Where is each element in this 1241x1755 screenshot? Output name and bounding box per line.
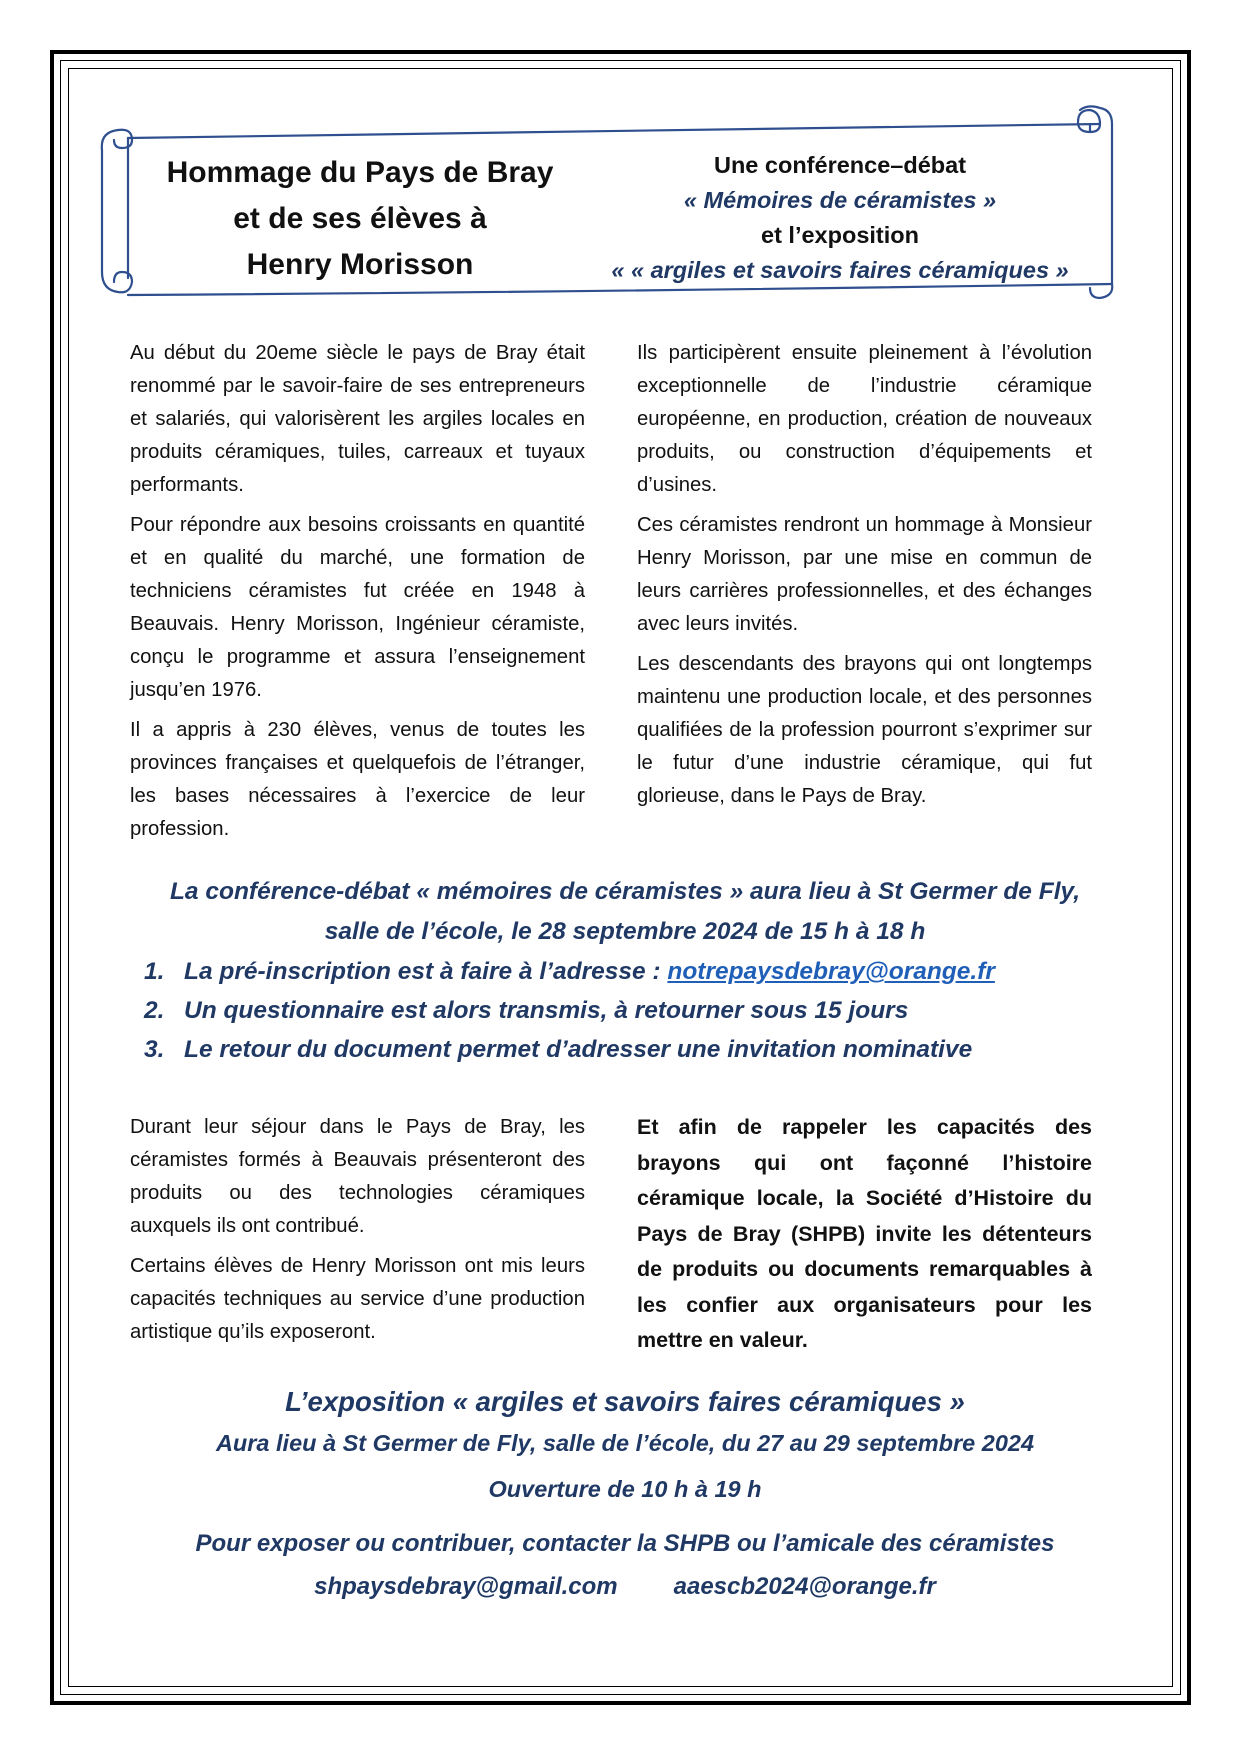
- paragraph: Ils participèrent ensuite pleinement à l’évolution exceptionnelle de l’industrie céramique européenne, en production, création de nouveaux produits, ou construction d’équipements et d’usines.: [637, 342, 1092, 496]
- shpb-email[interactable]: shpaysdebray@gmail.com: [314, 1573, 618, 1600]
- step-item: [144, 991, 1150, 1030]
- step-number: 2.: [144, 997, 165, 1024]
- paragraph: Il a appris à 230 élèves, venus de toutes les provinces françaises et quelquefois de l’étranger, les bases nécessaires à l’exercice de leur profession.: [130, 719, 585, 840]
- banner-subtitle: [570, 148, 1110, 288]
- intro-right-column: [637, 337, 1092, 820]
- lower-left-column: [130, 1111, 585, 1356]
- conference-debate-label: Une conférence–débat: [713, 152, 967, 178]
- step-number: 3.: [144, 1036, 165, 1063]
- registration-email-link[interactable]: notrepaysdebray@orange.fr: [667, 958, 995, 985]
- exposition-label: et l’exposition: [761, 222, 919, 248]
- exposition-contact: Pour exposer ou contribuer, contacter la SHPB ou l’amicale des céramistes: [195, 1530, 1055, 1557]
- banner-title: [130, 150, 590, 288]
- exposition-location: Aura lieu à St Germer de Fly, salle de l’école, du 27 au 29 septembre 2024: [215, 1430, 1035, 1456]
- argiles-title: « « argiles et savoirs faires céramiques »: [611, 257, 1069, 283]
- step-number: 1.: [144, 958, 165, 985]
- paragraph: Certains élèves de Henry Morisson ont mis leurs capacités techniques au service d’une production artistique qu’ils exposeront.: [130, 1255, 585, 1343]
- exposition-info: [100, 1382, 1150, 1606]
- step-text: La pré-inscription est à faire à l’adresse :: [184, 958, 668, 985]
- call-to-action-paragraph: Et afin de rappeler les capacités des brayons qui ont façonné l’histoire céramique locale, la Société d’Histoire du Pays de Bray (SHPB) invite les détenteurs de produits ou documents remarquables à les confier aux organisateurs pour les mettre en valeur.: [637, 1115, 1092, 1352]
- step-item: [144, 1030, 1150, 1069]
- paragraph: Pour répondre aux besoins croissants en quantité et en qualité du marché, une formation de techniciens céramistes fut créée en 1948 à Beauvais. Henry Morisson, Ingénieur céramiste, conçu le programme et assura l’enseignement jusqu’en 1976.: [130, 514, 585, 701]
- conference-info: [100, 872, 1150, 1069]
- conference-date: salle de l’école, le 28 septembre 2024 de 15 h à 18 h: [324, 918, 926, 945]
- memoires-title: « Mémoires de céramistes »: [683, 187, 997, 213]
- step-item: [144, 952, 1150, 991]
- amicale-email[interactable]: aaescb2024@orange.fr: [673, 1573, 936, 1600]
- banner-title-line: Henry Morisson: [246, 248, 474, 281]
- paragraph: Les descendants des brayons qui ont longtemps maintenu une production locale, et des personnes qualifiées de la profession pourront s’exprimer sur le futur d’une industrie céramique, qui fut glorieuse, dans le Pays de Bray.: [637, 653, 1092, 807]
- paragraph: Ces céramistes rendront un hommage à Monsieur Henry Morisson, par une mise en commun de leurs carrières professionnelles, et des échanges avec leurs invités.: [637, 514, 1092, 635]
- conference-line: La conférence-débat « mémoires de céramistes » aura lieu à St Germer de Fly,: [169, 878, 1081, 905]
- exposition-hours: Ouverture de 10 h à 19 h: [488, 1476, 762, 1502]
- exposition-title: L’exposition « argiles et savoirs faires céramiques »: [285, 1386, 965, 1417]
- banner-title-line: Hommage du Pays de Bray: [166, 156, 554, 189]
- intro-left-column: [130, 337, 585, 853]
- contact-emails: [100, 1568, 1150, 1606]
- step-text: Un questionnaire est alors transmis, à retourner sous 15 jours: [184, 997, 909, 1024]
- paragraph: Durant leur séjour dans le Pays de Bray, les céramistes formés à Beauvais présenteront des produits ou des technologies céramiques auxquels ils ont contribué.: [130, 1116, 585, 1237]
- registration-steps: [100, 952, 1150, 1069]
- step-text: Le retour du document permet d’adresser une invitation nominative: [184, 1036, 973, 1063]
- paragraph: Au début du 20eme siècle le pays de Bray était renommé par le savoir-faire de ses entrepreneurs et salariés, qui valorisèrent les argiles locales en produits céramiques, tuiles, carreaux et tuyaux performants.: [130, 342, 585, 496]
- banner-title-line: et de ses élèves à: [233, 202, 487, 235]
- lower-right-column: [637, 1110, 1092, 1366]
